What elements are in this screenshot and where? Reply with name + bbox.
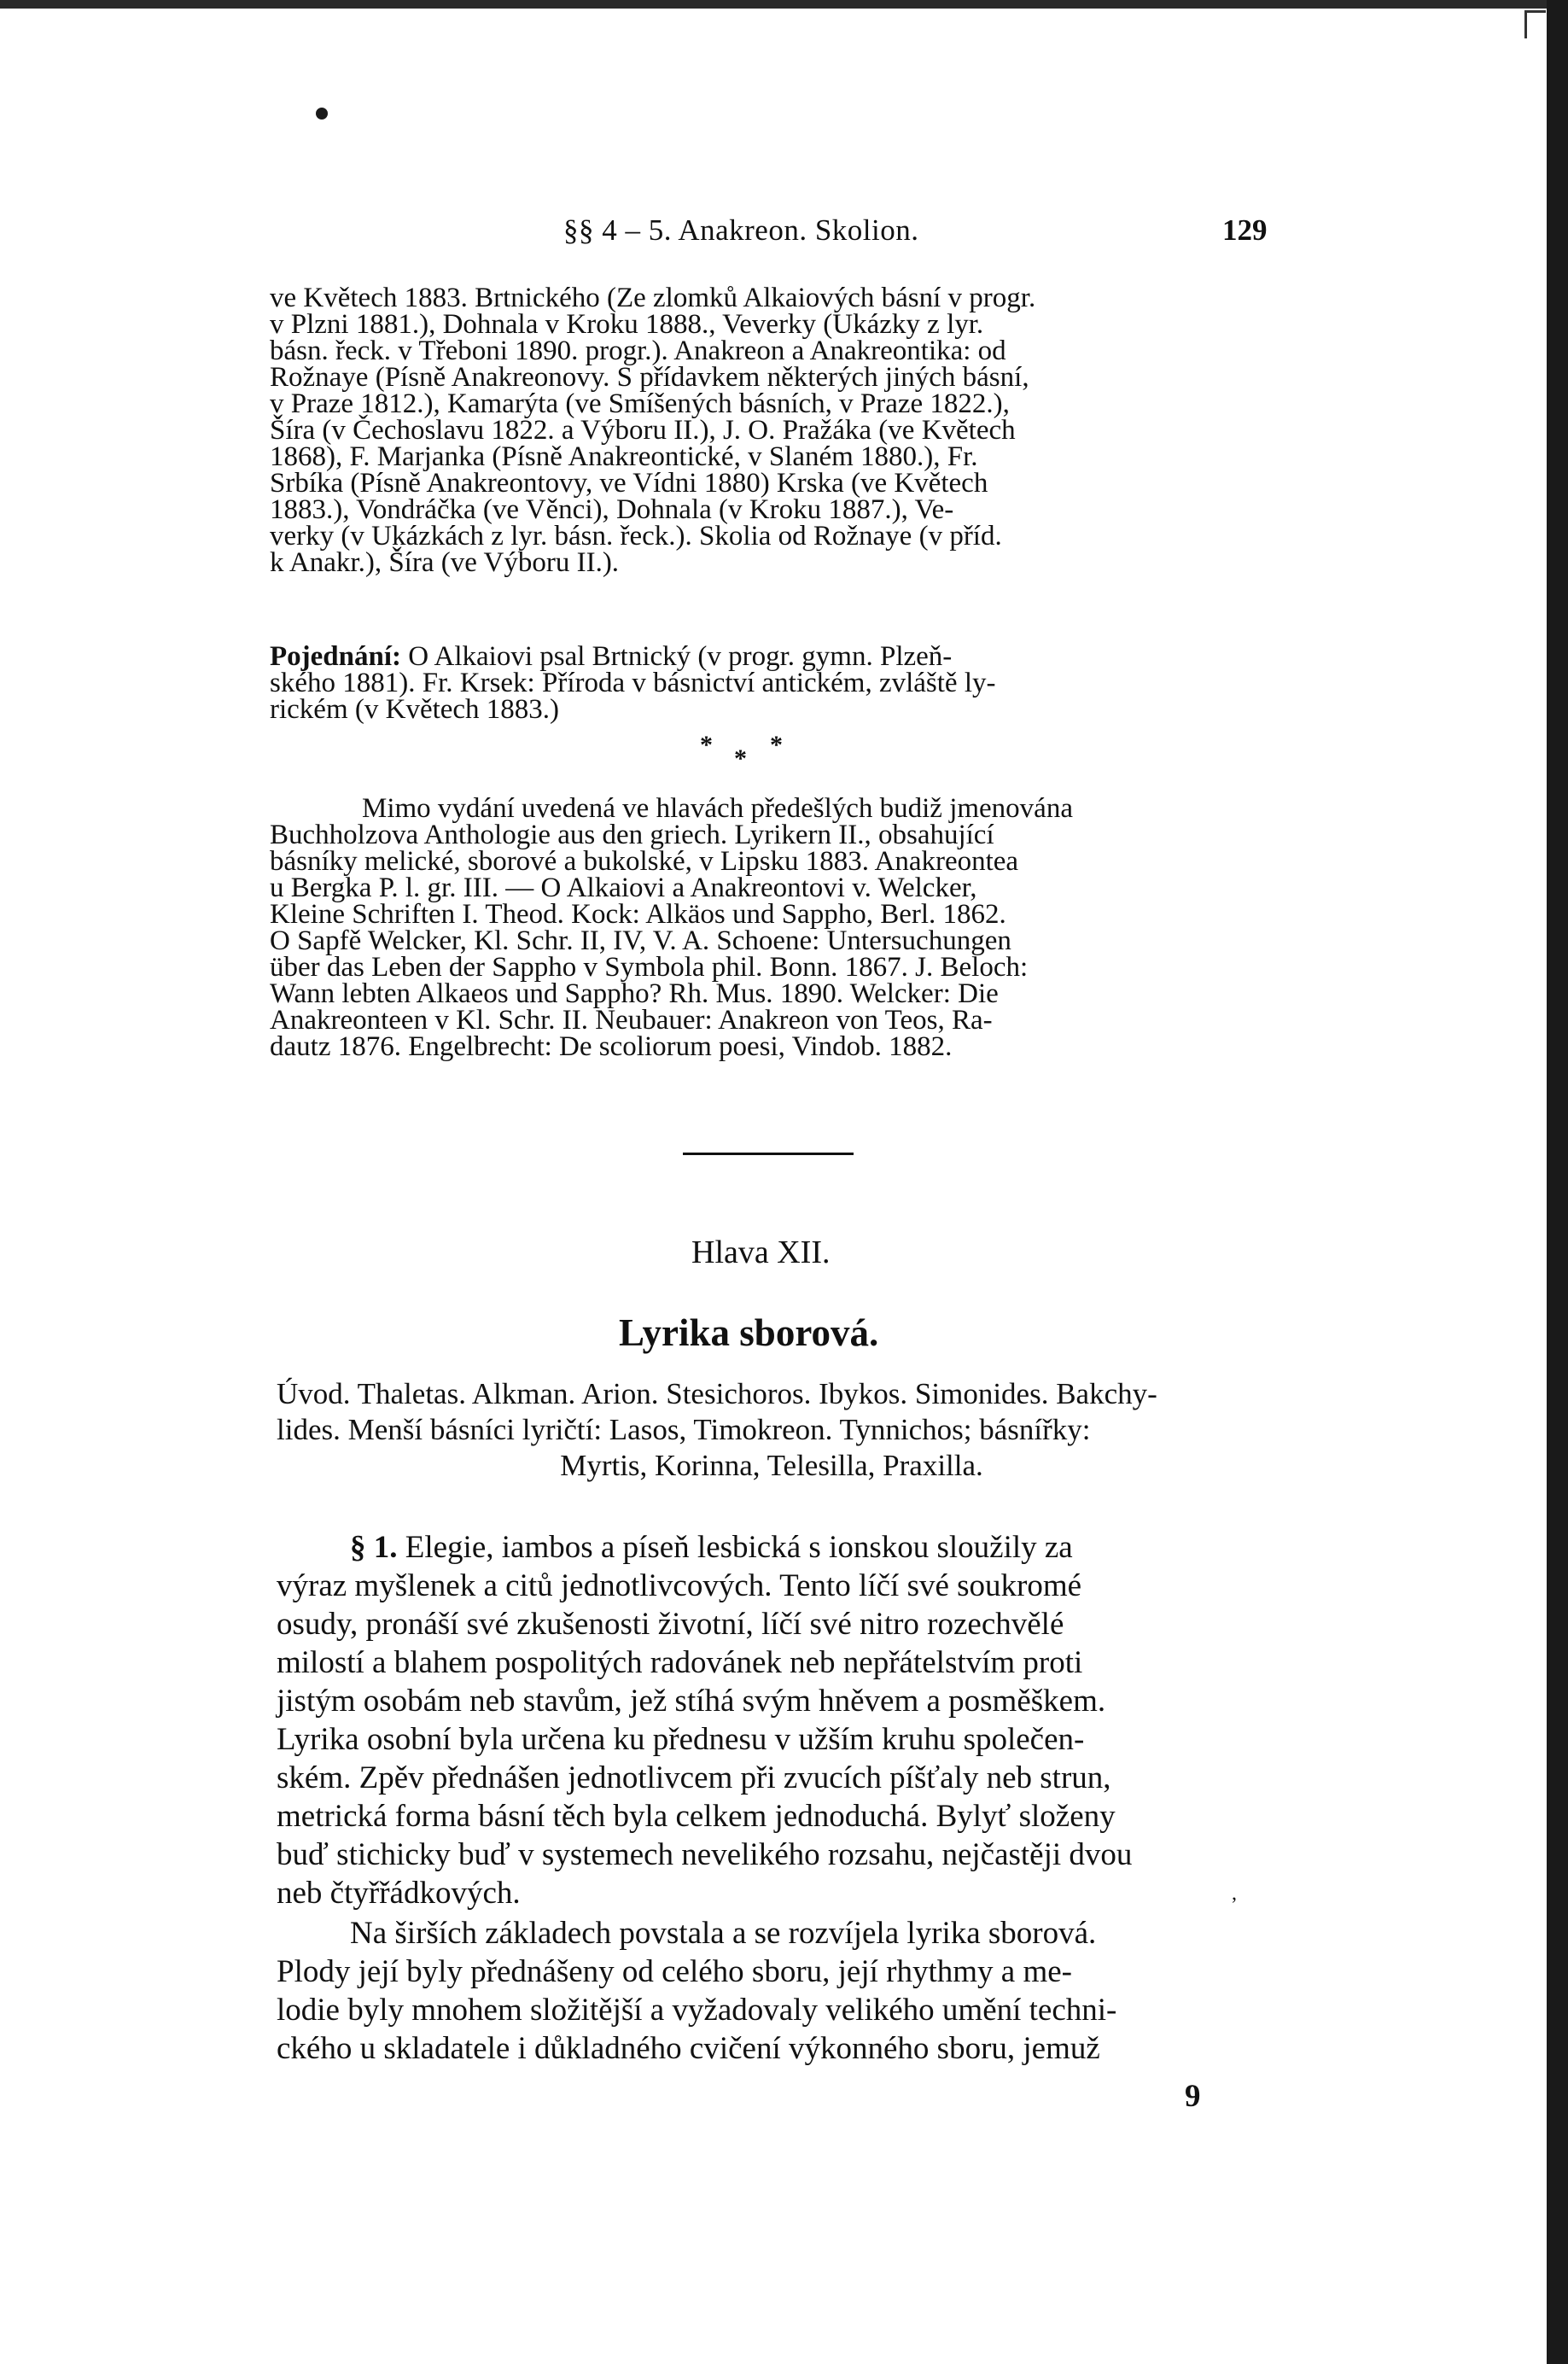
text-line: Buchholzova Anthologie aus den griech. Lyrikern II., obsahující [270,820,994,850]
scan-corner-mark [1524,10,1546,38]
text-line: milostí a blahem pospolitých radovánek neb nepřátelstvím proti [277,1645,1083,1680]
bibliography-block-3 [270,793,1267,1062]
text-line: Wann lebten Alkaeos und Sappho? Rh. Mus. 1890. Welcker: Die [270,978,999,1009]
text-line: verky (v Ukázkách z lyr. básn. řeck.). Skolia od Rožnaye (v příd. [270,521,1002,552]
text-line: Mimo vydání uvedená ve hlavách předešlých budiž jmenována [362,793,1073,824]
text-span: O Alkaiovi psal Brtnický (v progr. gymn. Plzeň- [408,641,953,672]
section-mark: § 1. [350,1530,398,1565]
text-line: v Plzni 1881.), Dohnala v Kroku 1888., Veverky (Ukázky z lyr. [270,309,984,340]
chapter-title: Lyrika sborová. [619,1311,879,1354]
text-line: k Anakr.), Šíra (ve Výboru II.). [270,547,620,578]
text-line: výraz myšlenek a citů jednotlivcových. Tento líčí své soukromé [277,1568,1082,1603]
text-line: ckého u skladatele i důkladného cvičení výkonného sboru, jemuž [277,2031,1100,2066]
text-line: v Praze 1812.), Kamarýta (ve Smíšených básních, v Praze 1822.), [270,388,1010,419]
text-line: jistým osobám neb stavům, jež stíhá svým hněvem a posměškem. [277,1684,1106,1719]
text-line: rickém (v Květech 1883.) [270,694,560,725]
paragraph-section-1 [277,1528,1267,1912]
page-number: 129 [1222,213,1268,247]
text-line: u Bergka P. l. gr. III. — O Alkaiovi a Anakreontovi v. Welcker, [270,873,977,903]
text-line: Šíra (v Čechoslavu 1822. a Výboru II.), J. O. Pražáka (ve Květech [270,415,1016,446]
text-line: O Sapfě Welcker, Kl. Schr. II, IV, V. A. Schoene: Untersuchungen [270,925,1011,956]
stray-mark: , [1232,1882,1237,1905]
text-line [277,1528,1267,1567]
asterism [700,731,854,773]
text-span: Elegie, iambos a píseň lesbická s ionskou sloužily za [405,1530,1073,1565]
pojednani-label: Pojednání: [270,641,402,672]
text-line: Úvod. Thaletas. Alkman. Arion. Stesichoros. Ibykos. Simonides. Bakchy- [277,1377,1157,1410]
ink-dot [316,108,328,120]
text-line: ve Květech 1883. Brtnického (Ze zlomků Alkaiových básní v progr. [270,283,1036,313]
text-line: 1883.), Vondráčka (ve Věnci), Dohnala (v Kroku 1887.), Ve- [270,494,954,525]
text-line: neb čtyřřádkových. [277,1876,521,1911]
text-line: Myrtis, Korinna, Telesilla, Praxilla. [560,1449,983,1482]
text-line: über das Leben der Sappho v Symbola phil. Bonn. 1867. J. Beloch: [270,952,1029,983]
asterisk: * [734,744,747,773]
text-line: ského 1881). Fr. Krsek: Příroda v básnictví antickém, zvláště ly- [270,668,996,698]
bibliography-block-1 [270,285,1267,576]
text-line: Na širších základech povstala a se rozvíjela lyrika sborová. [350,1916,1097,1951]
chapter-label: Hlava XII. [691,1235,831,1270]
text-line: básníky melické, sborové a bukolské, v Lipsku 1883. Anakreontea [270,846,1019,877]
printer-signature: 9 [1185,2079,1201,2114]
chapter-synopsis [277,1376,1267,1484]
section-divider [683,1153,854,1155]
text-line: lides. Menší básníci lyričtí: Lasos, Timokreon. Tynnichos; básnířky: [277,1413,1091,1446]
text-line: lodie byly mnohem složitější a vyžadovaly velikého umění techni- [277,1993,1117,2028]
text-line: Plody její byly přednášeny od celého sboru, její rhythmy a me- [277,1954,1072,1989]
text-line: buď stichicky buď v systemech nevelikého rozsahu, nejčastěji dvou [277,1837,1133,1872]
paragraph-section-2 [277,1914,1267,2068]
scan-top-edge [0,0,1547,9]
running-title: §§ 4 – 5. Anakreon. Skolion. [563,213,919,247]
text-line: Rožnaye (Písně Anakreonovy. S přídavkem některých jiných básní, [270,362,1029,393]
text-line: osudy, pronáší své zkušenosti životní, líčí své nitro rozechvělé [277,1607,1064,1642]
text-line: Srbíka (Písně Anakreontovy, ve Vídni 1880) Krska (ve Květech [270,468,988,499]
text-line: metrická forma básní těch byla celkem jednoduchá. Bylyť složeny [277,1799,1116,1834]
scan-right-edge [1547,0,1568,2364]
bibliography-block-2 [270,641,1267,725]
asterisk: * [700,731,713,759]
text-line: básn. řeck. v Třeboni 1890. progr.). Anakreon a Anakreontika: od [270,336,1006,366]
text-line [270,641,1267,672]
text-line: Lyrika osobní byla určena ku přednesu v užším kruhu společen- [277,1722,1085,1757]
text-line: Anakreonteen v Kl. Schr. II. Neubauer: Anakreon von Teos, Ra- [270,1005,993,1036]
asterisk: * [770,731,783,759]
text-line: ském. Zpěv přednášen jednotlivcem při zvucích píšťaly neb strun, [277,1760,1111,1795]
text-line: dautz 1876. Engelbrecht: De scoliorum poesi, Vindob. 1882. [270,1031,953,1062]
text-line: 1868), F. Marjanka (Písně Anakreontické, v Slaném 1880.), Fr. [270,441,978,472]
text-line: Kleine Schriften I. Theod. Kock: Alkäos und Sappho, Berl. 1862. [270,899,1006,930]
